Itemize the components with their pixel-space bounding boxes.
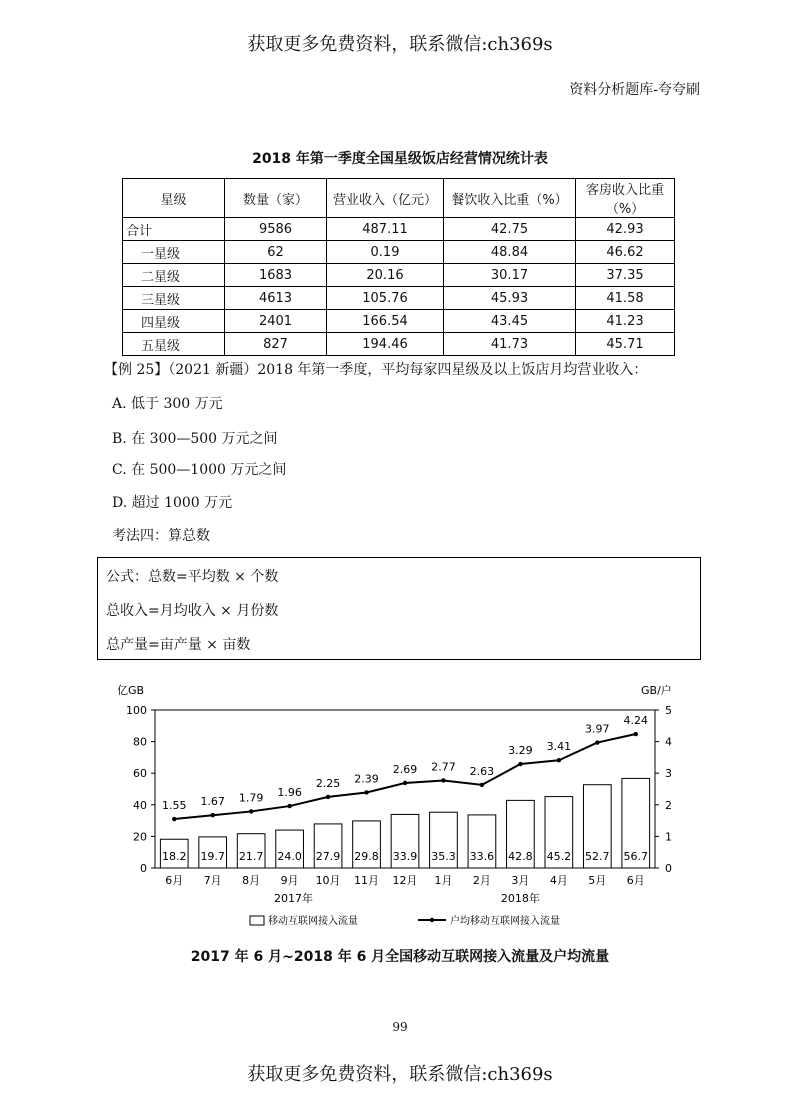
y-left-tick-label: 100 <box>126 704 147 717</box>
table-row <box>123 287 675 310</box>
option-a: A. 低于 300 万元 <box>112 396 223 412</box>
option-b: B. 在 300—500 万元之间 <box>112 431 278 447</box>
y-right-tick-label: 5 <box>665 704 672 717</box>
table-cell: 30.17 <box>444 264 576 287</box>
bar-value-label: 29.8 <box>354 850 379 863</box>
line-point <box>210 813 214 817</box>
line-value-label: 2.63 <box>469 764 495 778</box>
legend-bar-swatch <box>250 916 264 925</box>
table-cell: 45.71 <box>576 333 675 356</box>
formula-line: 总收入=月均收入 × 月份数 <box>106 603 279 619</box>
option-c: C. 在 500—1000 万元之间 <box>112 462 287 478</box>
line-value-label: 1.67 <box>200 795 225 809</box>
bar-value-label: 33.6 <box>469 850 495 863</box>
table-cell: 四星级 <box>123 310 225 333</box>
table-row <box>123 333 675 356</box>
page-number: 99 <box>392 1020 408 1034</box>
line-value-label: 1.55 <box>161 799 187 813</box>
bar-value-label: 52.7 <box>585 850 610 863</box>
table-cell: 0.19 <box>327 241 444 264</box>
x-tick-label: 6月 <box>626 874 645 887</box>
table-header-cell: 客房收入比重（%） <box>576 179 675 218</box>
y-right-axis-label: GB/户 <box>641 684 672 697</box>
bar-value-label: 35.3 <box>431 850 456 863</box>
formula-line: 公式：总数=平均数 × 个数 <box>106 569 279 585</box>
line-value-label: 2.39 <box>354 772 379 786</box>
bar-value-label: 56.7 <box>623 850 649 863</box>
x-tick-label: 5月 <box>588 874 607 887</box>
table-cell: 43.45 <box>444 310 576 333</box>
table-cell: 4613 <box>225 287 327 310</box>
bar-value-label: 42.8 <box>508 850 533 863</box>
option-d: D. 超过 1000 万元 <box>112 495 233 511</box>
legend-label: 户均移动互联网接入流量 <box>450 916 560 927</box>
x-tick-label: 4月 <box>549 874 568 887</box>
table-cell: 37.35 <box>576 264 675 287</box>
table-cell: 2401 <box>225 310 327 333</box>
y-right-tick-label: 2 <box>665 798 672 812</box>
line-value-label: 1.96 <box>277 786 302 800</box>
line-point <box>364 790 368 794</box>
x-tick-label: 12月 <box>392 874 418 887</box>
line-value-label: 3.29 <box>508 744 533 758</box>
table-cell: 166.54 <box>327 310 444 333</box>
line-value-label: 2.69 <box>392 762 418 776</box>
table-cell: 42.75 <box>444 218 576 241</box>
table-cell: 9586 <box>225 218 327 241</box>
table-cell: 1683 <box>225 264 327 287</box>
x-tick-label: 7月 <box>203 874 222 887</box>
line-value-label: 2.77 <box>431 760 456 774</box>
table-cell: 42.93 <box>576 218 675 241</box>
y-left-axis-label: 亿GB <box>117 684 145 697</box>
table-cell: 827 <box>225 333 327 356</box>
x-tick-label: 2月 <box>472 874 491 887</box>
traffic-chart-svg <box>100 680 700 940</box>
bar-value-label: 27.9 <box>315 850 341 863</box>
running-head: 资料分析题库-夸夸刷 <box>569 82 700 98</box>
bar-value-label: 24.0 <box>277 850 302 863</box>
line-point <box>172 817 176 821</box>
table-header-row <box>123 179 675 218</box>
line-point <box>557 758 561 762</box>
table-row <box>123 241 675 264</box>
line-point <box>287 804 291 808</box>
table-cell: 20.16 <box>327 264 444 287</box>
bar-value-label: 18.2 <box>161 850 187 863</box>
line-value-label: 3.41 <box>546 740 572 754</box>
table-cell: 48.84 <box>444 241 576 264</box>
x-tick-label: 6月 <box>165 874 184 887</box>
line-point <box>595 740 599 744</box>
table-header-cell: 星级 <box>123 179 225 218</box>
y-right-tick-label: 4 <box>665 735 672 749</box>
table-cell: 46.62 <box>576 241 675 264</box>
table-cell: 45.93 <box>444 287 576 310</box>
table-cell: 五星级 <box>123 333 225 356</box>
y-right-tick-label: 3 <box>665 767 672 781</box>
chart-caption: 2017 年 6 月~2018 年 6 月全国移动互联网接入流量及户均流量 <box>190 949 610 965</box>
x-tick-label: 11月 <box>354 874 380 887</box>
line-point <box>480 783 484 787</box>
table-cell: 105.76 <box>327 287 444 310</box>
line-point <box>249 809 253 813</box>
line-point <box>326 795 330 799</box>
line-value-label: 3.97 <box>585 722 610 736</box>
y-left-tick-label: 40 <box>133 798 147 812</box>
legend-label: 移动互联网接入流量 <box>268 916 358 927</box>
table-cell: 62 <box>225 241 327 264</box>
table-cell: 一星级 <box>123 241 225 264</box>
line-point <box>441 778 445 782</box>
footer-banner: 获取更多免费资料，联系微信:ch369s <box>247 1064 553 1085</box>
table-header-cell: 营业收入（亿元） <box>327 179 444 218</box>
y-left-tick-label: 0 <box>140 862 147 875</box>
year-label: 2018年 <box>500 892 540 905</box>
hotel-stats-table <box>122 178 675 356</box>
table-row <box>123 264 675 287</box>
table-cell: 41.23 <box>576 310 675 333</box>
line-point <box>403 781 407 785</box>
table-cell: 三星级 <box>123 287 225 310</box>
year-label: 2017年 <box>273 892 313 905</box>
line-value-label: 2.25 <box>315 776 341 790</box>
bar-value-label: 33.9 <box>392 850 418 863</box>
table-cell: 合计 <box>123 218 225 241</box>
y-right-tick-label: 1 <box>665 830 672 844</box>
table-row <box>123 310 675 333</box>
table-header-cell: 餐饮收入比重（%） <box>444 179 576 218</box>
line-value-label: 4.24 <box>623 714 649 728</box>
table-cell: 41.73 <box>444 333 576 356</box>
x-tick-label: 3月 <box>511 874 530 887</box>
y-right-tick-label: 0 <box>665 862 672 875</box>
y-left-tick-label: 60 <box>133 767 147 781</box>
table-cell: 194.46 <box>327 333 444 356</box>
line-point <box>518 762 522 766</box>
method-heading: 考法四：算总数 <box>112 528 210 544</box>
y-left-tick-label: 80 <box>133 735 147 749</box>
table-cell: 二星级 <box>123 264 225 287</box>
bar-value-label: 19.7 <box>200 850 225 863</box>
x-tick-label: 1月 <box>434 874 453 887</box>
table-cell: 41.58 <box>576 287 675 310</box>
formula-box <box>97 557 701 660</box>
traffic-chart <box>100 680 700 940</box>
table-header-cell: 数量（家） <box>225 179 327 218</box>
x-tick-label: 9月 <box>280 874 299 887</box>
formula-line: 总产量=亩产量 × 亩数 <box>106 637 251 653</box>
table-cell: 487.11 <box>327 218 444 241</box>
line-value-label: 1.79 <box>238 791 264 805</box>
y-left-tick-label: 20 <box>133 830 147 844</box>
x-tick-label: 10月 <box>315 874 341 887</box>
table-row <box>123 218 675 241</box>
bar-value-label: 45.2 <box>546 850 572 863</box>
table-title: 2018 年第一季度全国星级饭店经营情况统计表 <box>252 151 548 167</box>
bar-value-label: 21.7 <box>238 850 264 863</box>
line-point <box>634 732 638 736</box>
x-tick-label: 8月 <box>242 874 261 887</box>
question-stem: 【例 25】（2021 新疆）2018 年第一季度，平均每家四星级及以上饭店月均营业收入： <box>104 362 648 378</box>
legend-line-marker <box>430 918 434 922</box>
header-banner: 获取更多免费资料，联系微信:ch369s <box>247 34 553 55</box>
